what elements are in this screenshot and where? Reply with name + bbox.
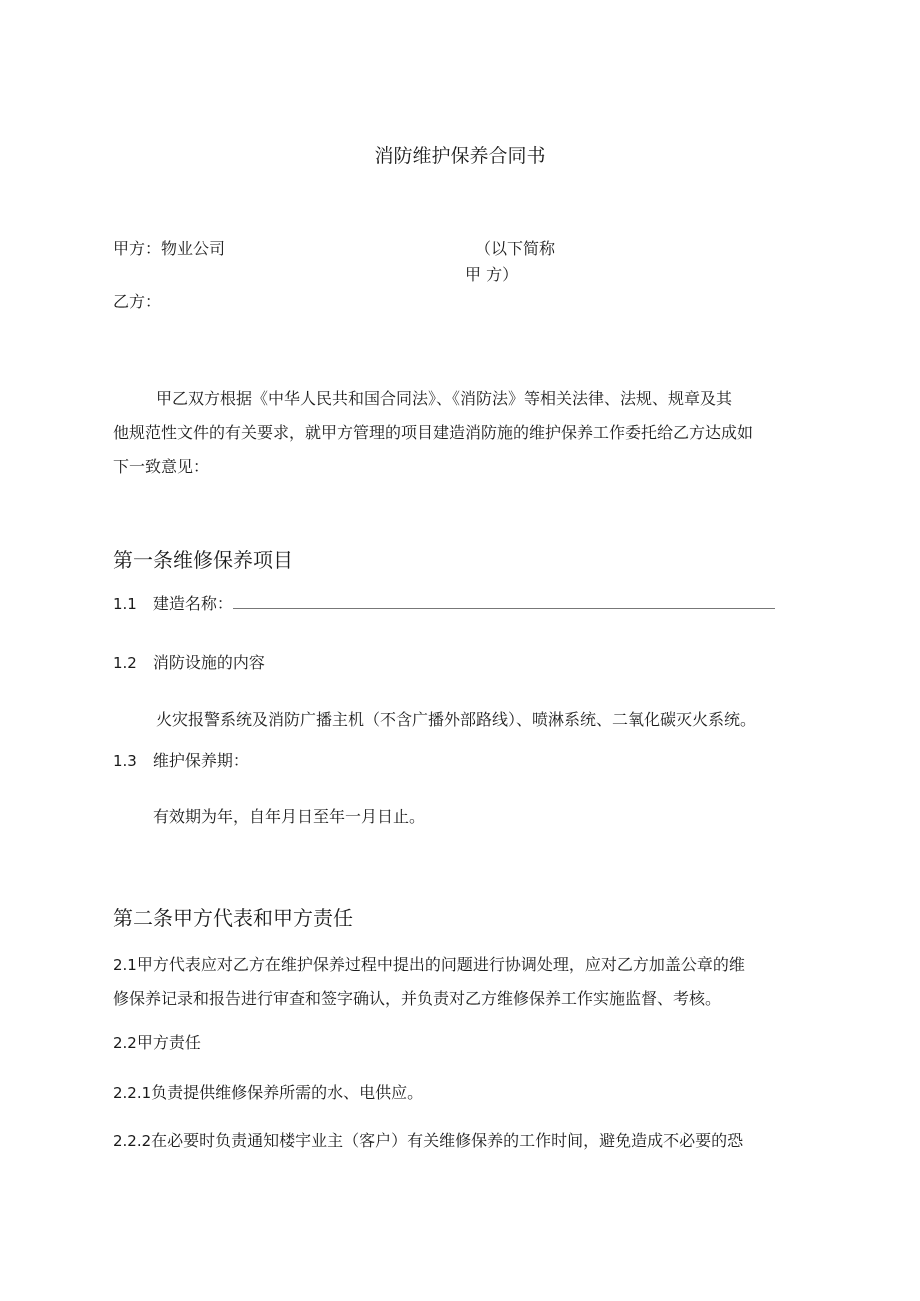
- item-1-3-label: 维护保养期：: [152, 751, 249, 770]
- article-2-heading: 第二条甲方代表和甲方责任: [113, 906, 353, 930]
- party-a-value: 物业公司: [161, 239, 226, 258]
- item-2-1: [113, 948, 745, 1016]
- short-name-note: [465, 236, 556, 288]
- document-title: 消防维护保养合同书: [374, 145, 546, 167]
- short-name-line1: （以下简称: [475, 239, 556, 258]
- item-2-2: [113, 1026, 201, 1060]
- intro-paragraph: [113, 382, 813, 484]
- intro-line-3: 下一致意见：: [113, 457, 210, 476]
- item-1-1: [113, 587, 775, 621]
- party-b-label: 乙方：: [113, 292, 162, 311]
- intro-line-1: 甲乙双方根据《中华人民共和国合同法》、《消防法》等相关法律、法规、规章及其: [156, 389, 733, 408]
- item-1-2: [113, 646, 265, 680]
- item-2-1-number: 2.1: [113, 956, 137, 974]
- item-2-1-line2: 修保养记录和报告进行审查和签字确认，并负责对乙方维修保养工作实施监督、考核。: [113, 989, 722, 1008]
- party-a-line: [113, 232, 225, 266]
- item-2-2-text: 甲方责任: [136, 1033, 201, 1052]
- item-2-2-2-text: 在必要时负责通知楼宇业主（客户）有关维修保养的工作时间，避免造成不必要的恐: [151, 1131, 744, 1150]
- short-name-line2: 甲 方）: [465, 265, 519, 284]
- article-1-heading: 第一条维修保养项目: [113, 548, 293, 572]
- item-1-1-label: 建造名称：: [152, 594, 233, 613]
- building-name-blank-line: [233, 594, 775, 609]
- item-2-1-line1: 甲方代表应对乙方在维护保养过程中提出的问题进行协调处理，应对乙方加盖公章的维: [136, 955, 745, 974]
- party-a-label: 甲方：: [113, 239, 162, 258]
- item-1-1-number: 1.1: [113, 595, 137, 613]
- item-1-2-number: 1.2: [113, 654, 137, 672]
- item-1-3: [113, 744, 249, 778]
- item-2-2-2-number: 2.2.2: [113, 1132, 152, 1150]
- item-2-2-2: [113, 1124, 743, 1158]
- item-2-2-1: [113, 1076, 423, 1110]
- intro-line-2: 他规范性文件的有关要求，就甲方管理的项目建造消防施的维护保养工作委托给乙方达成如: [113, 423, 754, 442]
- item-1-3-content: 有效期为年，自年月日至年一月日止。: [153, 807, 426, 826]
- item-2-2-1-number: 2.2.1: [113, 1084, 152, 1102]
- item-2-2-number: 2.2: [113, 1034, 137, 1052]
- item-2-2-1-text: 负责提供维修保养所需的水、电供应。: [151, 1083, 424, 1102]
- item-1-3-number: 1.3: [113, 752, 137, 770]
- item-1-2-label: 消防设施的内容: [152, 653, 265, 672]
- item-1-2-content: 火灾报警系统及消防广播主机（不含广播外部路线）、喷淋系统、二氧化碳灭火系统。: [156, 710, 757, 729]
